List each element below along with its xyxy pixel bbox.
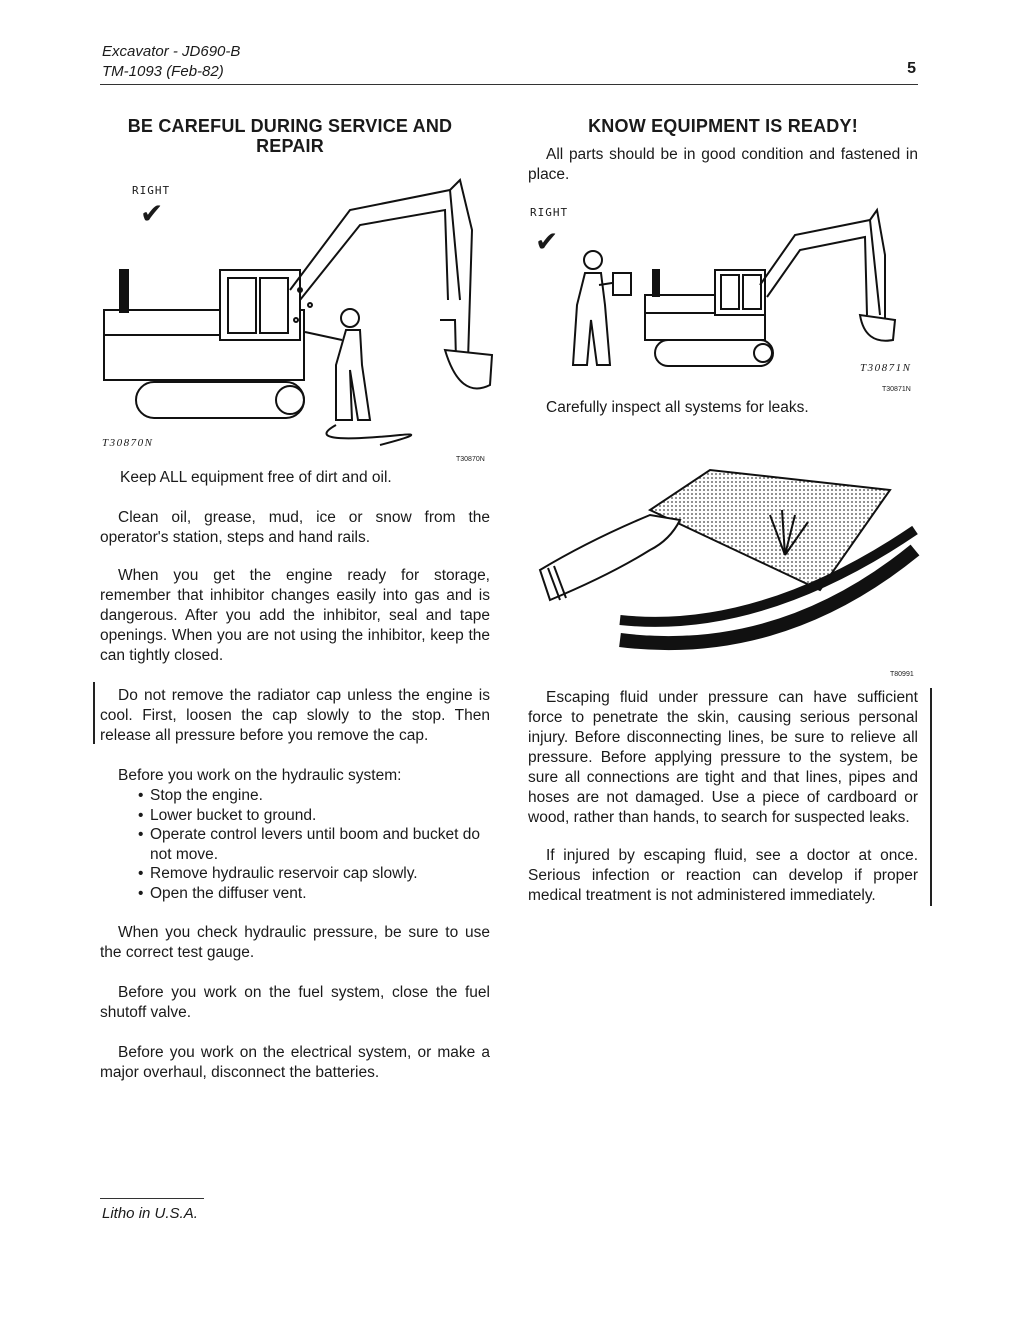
hydraulic-steps-list [100,786,490,903]
revision-bar-right [930,688,932,906]
paragraph-pressure: When you check hydraulic pressure, be sure to use the correct test gauge. [100,924,490,961]
revision-bar-left [93,682,95,744]
right-section-title: KNOW EQUIPMENT IS READY! [588,116,858,136]
paragraph-fuel: Before you work on the fuel system, close the fuel shutoff valve. [100,984,490,1021]
figure-code-fluid: T80991 [890,671,914,678]
figure-caption-left: Keep ALL equipment free of dirt and oil. [120,469,392,486]
list-item: • Open the diffuser vent. [100,884,490,904]
header-rule [100,84,918,85]
paragraph-electrical: Before you work on the electrical system, or make a major overhaul, disconnect the batteries. [100,1044,490,1081]
footer-text: Litho in U.S.A. [102,1205,198,1222]
paragraph-escaping-fluid: Escaping fluid under pressure can have sufficient force to penetrate the skin, causing serious personal injury. Before disconnecting lines, be sure to relieve all pressure. Before applying pressure to the system, be sure all connections are tight and that lines, pipes and hoses are not damaged. Use a piece of cardboard or wood, rather than hands, to search for suspected leaks. [528,689,918,826]
header-model: Excavator - JD690-B [102,43,241,60]
figure-caption-right: Carefully inspect all systems for leaks. [546,399,809,416]
checkmark-icon: ✔ [535,225,559,258]
list-item: • Remove hydraulic reservoir cap slowly. [100,864,490,884]
list-item: • Lower bucket to ground. [100,806,490,826]
list-item: • Operate control levers until boom and bucket do not move. [100,825,490,864]
left-section-title: BE CAREFUL DURING SERVICE AND REPAIR [127,116,453,156]
paragraph-storage: When you get the engine ready for storage, remember that inhibitor changes easily into gas and is dangerous. After you add the inhibitor, seal and tape openings. When you are not using the inhibitor, keep the can tightly closed. [100,567,490,664]
figure-id-right: T30871N [860,362,912,374]
excavator-washing-illustration [100,170,500,450]
right-intro: All parts should be in good condition and fastened in place. [528,146,918,183]
paragraph-radiator: Do not remove the radiator cap unless the engine is cool. First, loosen the cap slowly to the stop. Then release all pressure before you remove the cap. [100,687,490,744]
page-number: 5 [907,60,916,77]
figure-right-label-2: RIGHT [530,206,569,219]
figure-code-right: T30871N [882,386,911,393]
paragraph-injury: If injured by escaping fluid, see a doctor at once. Serious infection or reaction can develop if proper medical treatment is not administered immediately. [528,847,918,904]
figure-code-left: T30870N [456,456,485,463]
right-body-text [528,688,918,906]
left-body-text [100,508,490,1083]
figure-right-label: RIGHT [132,184,171,197]
header-manual-id: TM-1093 (Feb-82) [102,63,224,80]
excavator-inspection-illustration [555,205,905,375]
paragraph-clean: Clean oil, grease, mud, ice or snow from the operator's station, steps and hand rails. [100,509,490,546]
list-item: • Stop the engine. [100,786,490,806]
checkmark-icon: ✔ [140,197,164,230]
fluid-leak-test-illustration [530,460,920,670]
footer-rule [100,1198,204,1199]
hydraulic-intro: Before you work on the hydraulic system: [118,767,402,784]
figure-id-left: T30870N [102,437,154,449]
